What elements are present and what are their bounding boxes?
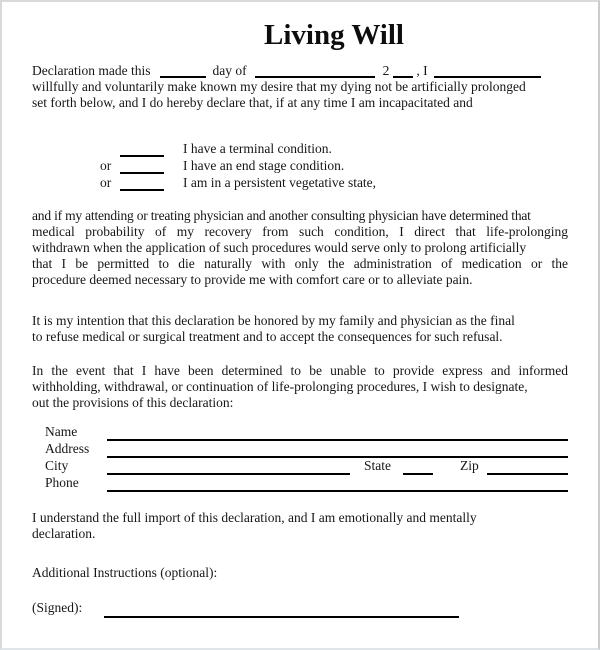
address-field-row [45,441,568,458]
phone-field-line[interactable] [107,475,568,492]
month-blank[interactable] [255,75,375,78]
condition-options [32,140,568,191]
opening-paragraph [32,63,568,111]
signed-field-line[interactable] [104,600,459,618]
condition-row-terminal [32,140,568,157]
condition-text: I have an end stage condition. [183,158,345,173]
paragraph-line: to refuse medical or surgical treatment and to accept the consequences for such refusal. [32,329,503,344]
day-of-label: day of [212,63,247,78]
name-field-label: Name [45,424,78,439]
phone-field-row [45,475,568,492]
city-field-label: City [45,458,69,473]
phone-field-label: Phone [45,475,79,490]
condition-row-end-stage [32,157,568,174]
paragraph-line: I understand the full import of this declaration, and I am emotionally and mentally [32,510,477,525]
paragraph-line: out the provisions of this declaration: [32,395,234,410]
city-field-line[interactable] [107,458,350,475]
condition-blank-end-stage[interactable] [120,157,164,174]
understanding-paragraph [32,510,568,542]
determination-paragraph [32,208,568,288]
paragraph-line: and if my attending or treating physician and another consulting physician have determined that [32,208,531,223]
condition-text: I am in a persistent vegetative state, [183,175,377,190]
day-blank[interactable] [160,75,206,78]
or-label: or [100,158,112,173]
declarant-name-blank[interactable] [434,75,541,78]
condition-blank-terminal[interactable] [120,140,164,157]
comma-i-text: , I [416,63,428,78]
paragraph-line: withholding, withdrawal, or continuation of life-prolonging procedures, I wish to designate, [32,379,528,394]
paragraph-line: It is my intention that this declaration be honored by my family and physician as the final [32,313,515,328]
paragraph-line: In the event that I have been determined to be unable to provide express and informed [32,363,568,378]
state-field-label: State [364,458,391,473]
opening-line-2: willfully and voluntarily make known my desire that my dying not be artificially prolonged [32,79,526,94]
zip-field-label: Zip [460,458,479,473]
opening-line-1 [32,63,568,79]
or-label-spacer [100,140,120,157]
intention-paragraph [32,313,568,345]
designation-paragraph [32,363,568,411]
or-label: or [100,175,112,190]
opening-lead-text: Declaration made this [32,63,151,78]
address-field-line[interactable] [107,441,568,458]
name-field-line[interactable] [107,424,568,441]
paragraph-line: medical probability of my recovery from such condition, I direct that life-prolonging [32,224,568,239]
signed-label: (Signed): [32,600,83,615]
additional-instructions-label: Additional Instructions (optional): [32,565,218,580]
city-state-zip-field-row [45,458,568,475]
name-field-row [45,424,568,441]
paragraph-line: declaration. [32,526,96,541]
zip-field-line[interactable] [487,458,568,475]
year-blank[interactable] [393,75,413,78]
document-title: Living Will [264,19,404,51]
year-prefix: 2 [382,63,390,78]
condition-blank-vegetative[interactable] [120,174,164,191]
state-field-line[interactable] [403,458,433,475]
signature-row [32,600,568,618]
condition-row-vegetative [32,174,568,191]
paragraph-line: withdrawn when the application of such procedures would serve only to prolong artificially [32,240,527,255]
address-field-label: Address [45,441,90,456]
paragraph-line: procedure deemed necessary to provide me with comfort care or to alleviate pain. [32,272,473,287]
opening-line-3: set forth below, and I do hereby declare that, if at any time I am incapacitated and [32,95,473,110]
contact-fields [45,424,568,492]
paragraph-line: that I be permitted to die naturally with only the administration of medication or the [32,256,568,271]
condition-text: I have a terminal condition. [183,141,332,156]
